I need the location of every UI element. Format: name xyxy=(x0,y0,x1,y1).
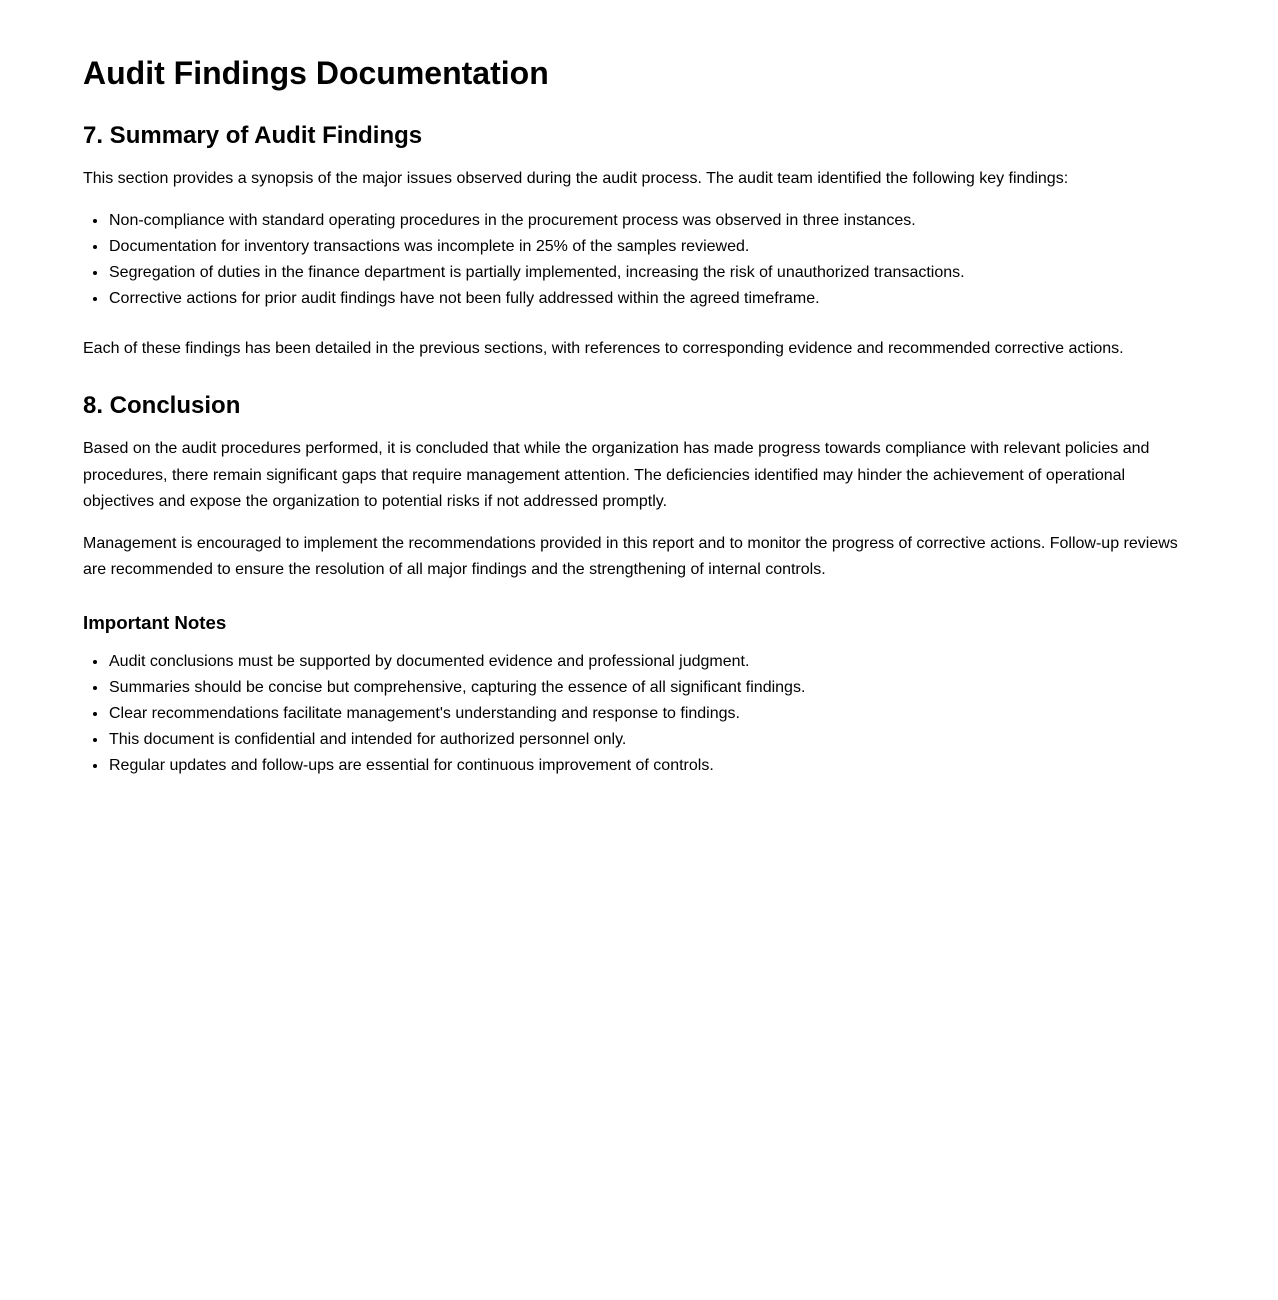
conclusion-paragraph-2: Management is encouraged to implement the recommendations provided in this report and to monitor the progress of corrective actions. Follow-up reviews are recommended to ensure the resolution of all major findings and the strengthening of internal controls. xyxy=(83,534,1178,579)
section-heading-summary: 7. Summary of Audit Findings xyxy=(83,122,423,150)
summary-intro-paragraph: This section provides a synopsis of the major issues observed during the audit process. The audit team identified the following key findings: xyxy=(83,170,1069,188)
list-item: • Corrective actions for prior audit findings have not been fully addressed within the agreed timeframe. xyxy=(108,286,1195,312)
summary-findings-list xyxy=(83,208,1195,312)
list-item: • Clear recommendations facilitate management's understanding and response to findings. xyxy=(108,701,1195,727)
list-item: • Summaries should be concise but comprehensive, capturing the essence of all significant findings. xyxy=(108,675,1195,701)
list-item: • This document is confidential and intended for authorized personnel only. xyxy=(108,727,1195,753)
page-title: Audit Findings Documentation xyxy=(83,55,549,91)
list-item: • Documentation for inventory transactions was incomplete in 25% of the samples reviewed. xyxy=(108,234,1195,260)
list-item: • Non-compliance with standard operating procedures in the procurement process was observed in three instances. xyxy=(108,208,1195,234)
list-item: • Regular updates and follow-ups are essential for continuous improvement of controls. xyxy=(108,753,1195,779)
section-heading-conclusion: 8. Conclusion xyxy=(83,392,241,420)
important-notes-heading: Important Notes xyxy=(83,611,227,633)
summary-closing-paragraph: Each of these findings has been detailed in the previous sections, with references to corresponding evidence and recommended corrective actions. xyxy=(83,339,1124,357)
important-notes-list xyxy=(83,649,1195,779)
list-item: • Segregation of duties in the finance department is partially implemented, increasing the risk of unauthorized transactions. xyxy=(108,260,1195,286)
conclusion-paragraph-1: Based on the audit procedures performed, it is concluded that while the organization has made progress towards compliance with relevant policies and procedures, there remain significant gaps that require management attention. The deficiencies identified may hinder the achievement of operational objectives and expose the organization to potential risks if not addressed promptly. xyxy=(83,440,1150,511)
list-item: • Audit conclusions must be supported by documented evidence and professional judgment. xyxy=(108,649,1195,675)
